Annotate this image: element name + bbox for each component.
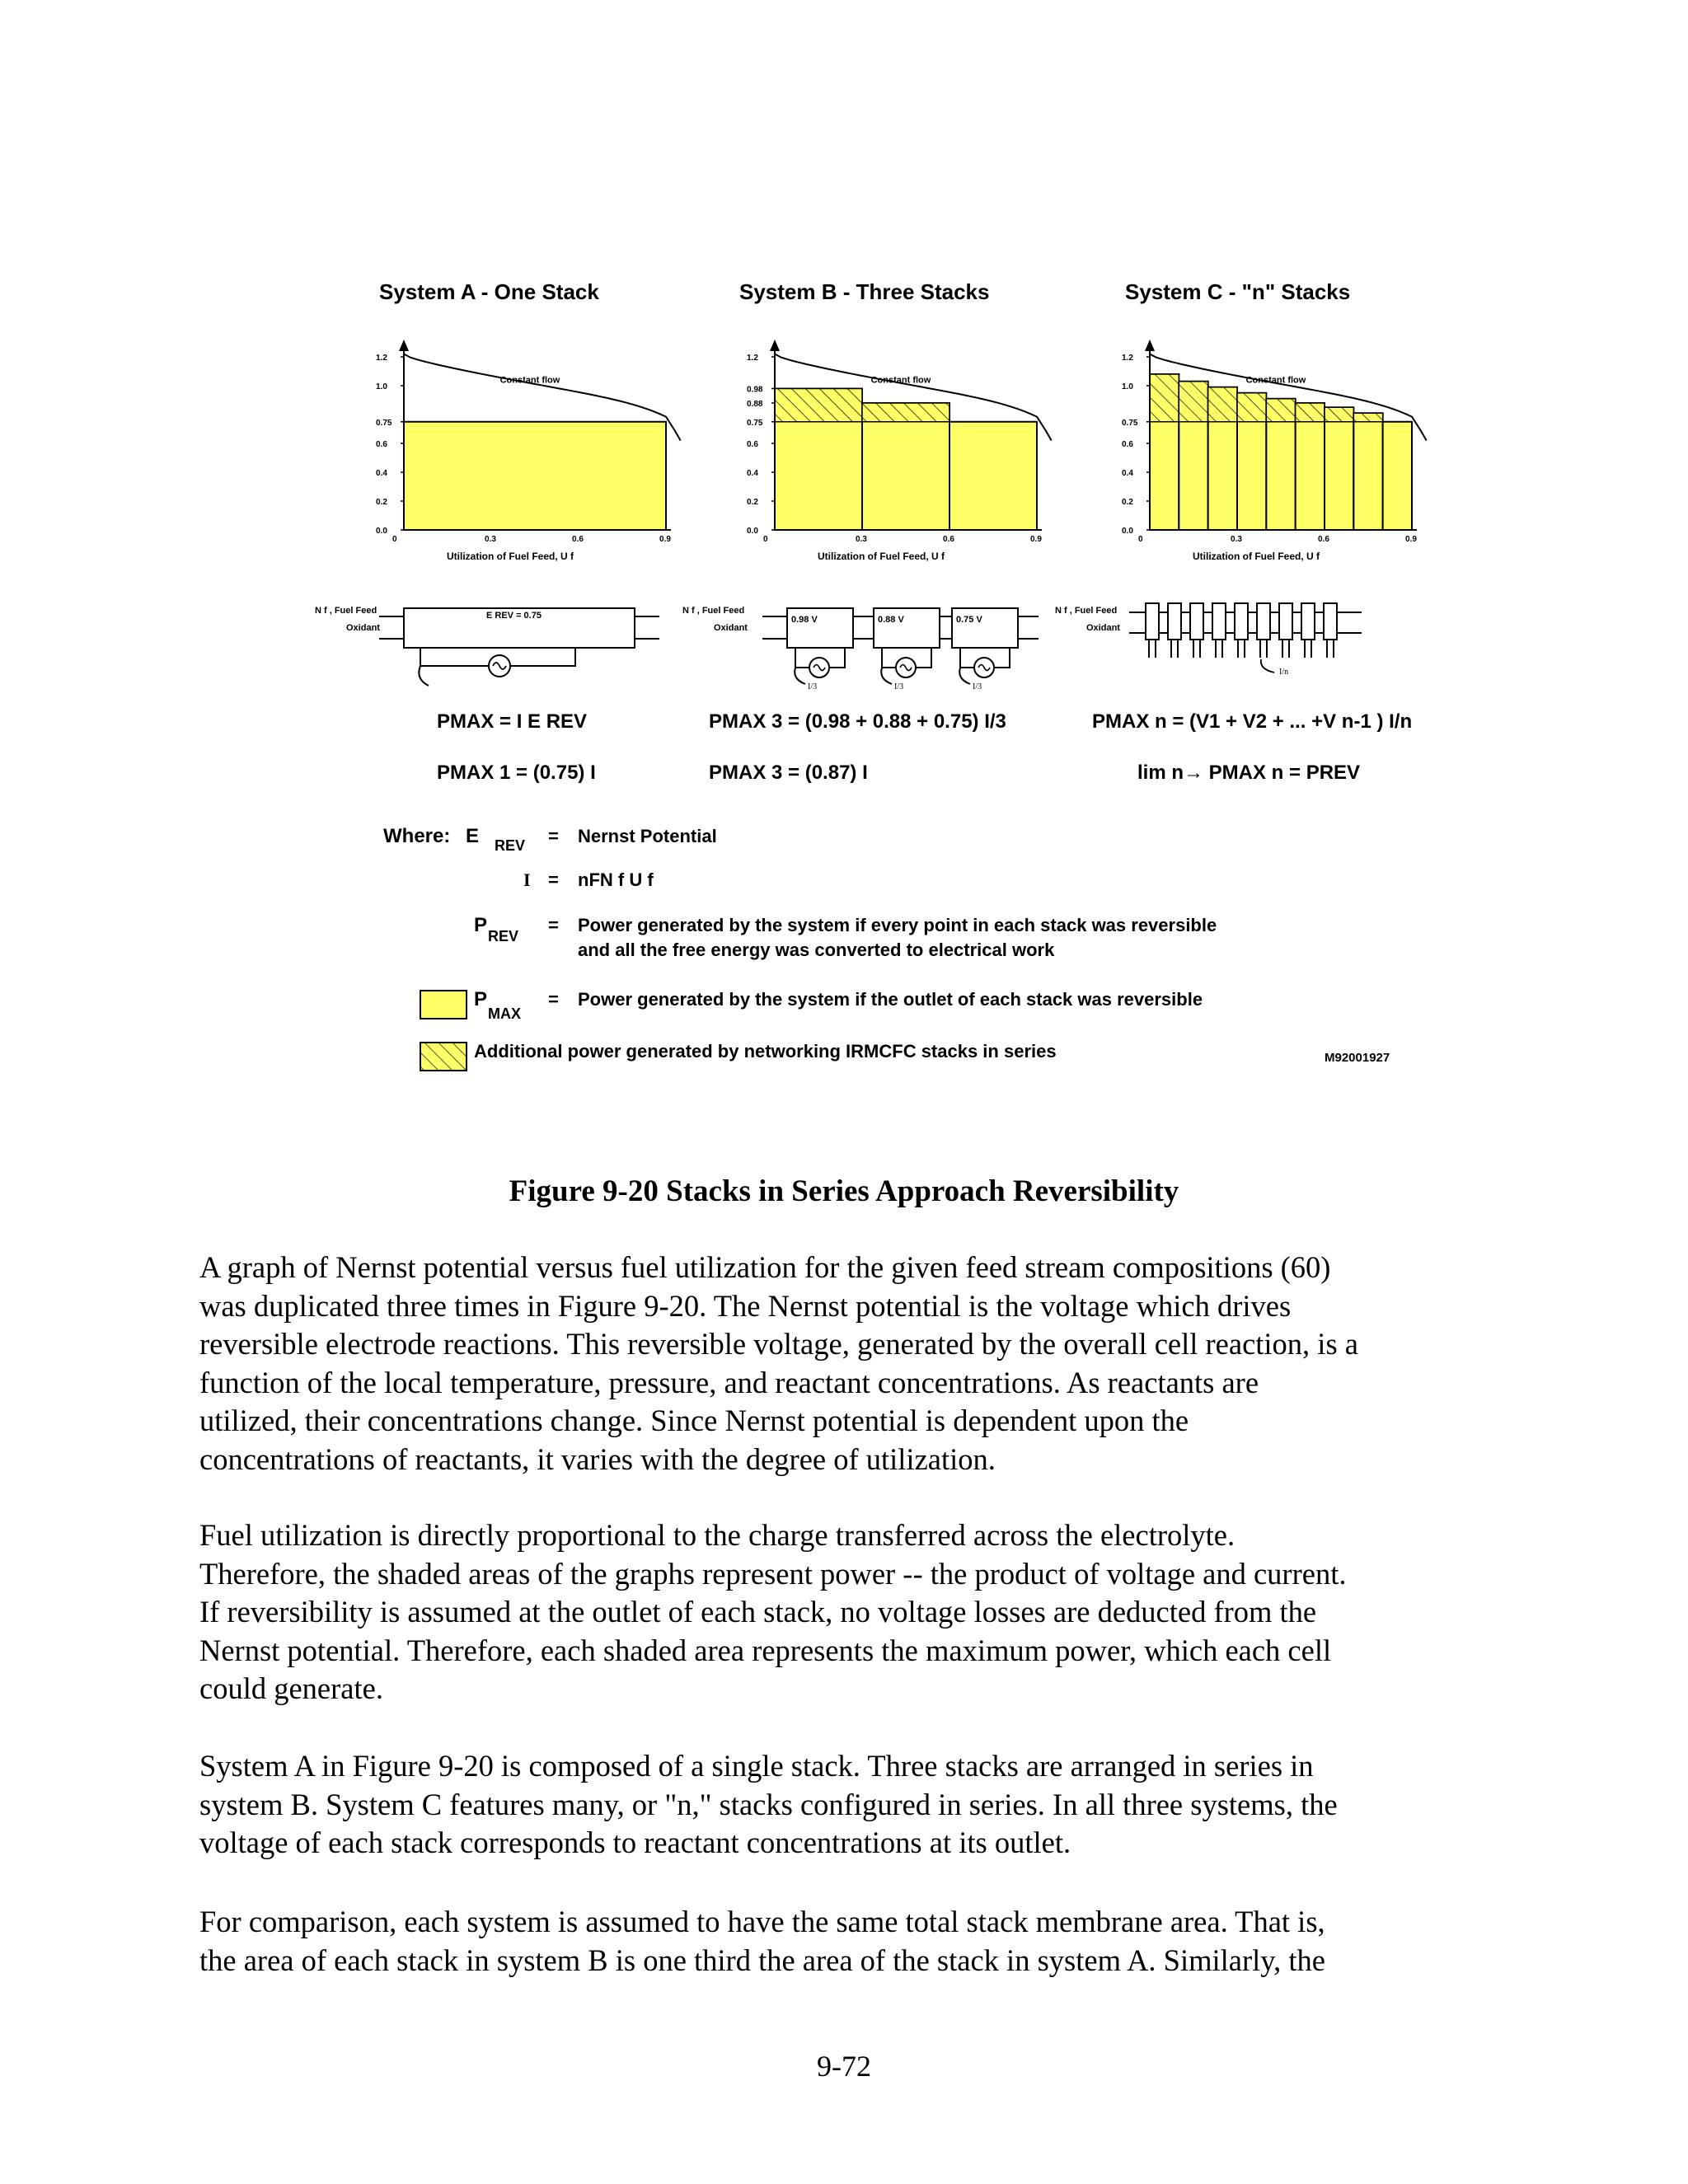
bar-9: [1383, 422, 1412, 530]
y-axis-arrow: [770, 340, 780, 351]
stack-c-5: [1235, 603, 1248, 640]
x-axis-label: Utilization of Fuel Feed, U f: [1193, 551, 1320, 562]
y-tick-label: 0.4: [1122, 469, 1133, 478]
paragraph-line: System A in Figure 9-20 is composed of a single stack. Three stacks are arranged in series in: [199, 1749, 1314, 1783]
y-tick-label: 1.2: [1122, 354, 1133, 363]
e-rev-symbol: E: [466, 825, 480, 847]
p-rev-symbol: P: [474, 914, 488, 936]
i-definition: nFN f U f: [578, 869, 654, 890]
paragraph-line: Nernst potential. Therefore, each shaded area represents the maximum power, which each cell: [199, 1633, 1332, 1667]
y-tick-label: 1.0: [376, 382, 387, 391]
y-tick-label: 0.0: [1122, 527, 1133, 536]
feed-label-c: N f , Fuel Feed: [1055, 606, 1118, 616]
paragraph-2: [199, 1516, 1502, 1708]
paragraph-line: could generate.: [199, 1671, 383, 1705]
paragraph-line: function of the local temperature, pressure, and reactant concentrations. As reactants are: [199, 1365, 1259, 1399]
stack-c-2: [1168, 603, 1181, 640]
definitions: [383, 825, 1390, 1071]
bar-7-hatch: [1325, 407, 1353, 422]
x-axis-label: Utilization of Fuel Feed, U f: [818, 551, 945, 562]
legend-swatch-hatched: [420, 1043, 467, 1071]
y-axis-arrow: [1145, 340, 1155, 351]
x-tick-label: 0: [392, 535, 397, 544]
curve-label: Constant flow: [870, 375, 931, 386]
p-max-symbol: P: [474, 988, 488, 1010]
y-tick-label: 0.2: [376, 498, 387, 507]
i-symbol: I: [523, 869, 531, 890]
x-tick-label: 0: [763, 535, 768, 544]
y-tick-label: 0.75: [747, 418, 763, 428]
stack-c-8: [1301, 603, 1315, 640]
bar-2-hatch: [862, 403, 950, 422]
bar-7: [1325, 407, 1353, 530]
y-tick-label: 0.6: [1122, 440, 1133, 449]
stack-c-7: [1279, 603, 1292, 640]
figure-caption: Figure 9-20 Stacks in Series Approach Reversibility: [509, 1174, 1179, 1208]
feed-label-b: N f , Fuel Feed: [682, 606, 745, 616]
p-rev-definition-2: and all the free energy was converted to electrical work: [578, 940, 1055, 960]
equation-a2: PMAX 1 = (0.75) I: [437, 762, 596, 784]
y-tick-label: 0.75: [376, 418, 392, 428]
y-tick-label: 0.2: [1122, 498, 1133, 507]
paragraph-line: Fuel utilization is directly proportional to the charge transferred across the electrolyte.: [199, 1518, 1236, 1552]
stack-c-4: [1212, 603, 1226, 640]
chart-b-title: System B - Three Stacks: [739, 279, 990, 304]
bar-3: [950, 422, 1037, 530]
bar-6-hatch: [1296, 403, 1325, 422]
p-rev-definition-1: Power generated by the system if every point in each stack was reversible: [578, 915, 1217, 935]
equation-b2: PMAX 3 = (0.87) I: [709, 762, 868, 784]
y-tick-label: 0.75: [1122, 418, 1138, 428]
equation-c1: PMAX n = (V1 + V2 + ... +V n-1 ) I/n: [1092, 710, 1413, 733]
equals-4: =: [548, 989, 559, 1010]
y-tick-label: 0.6: [747, 440, 758, 449]
p-max-definition: Power generated by the system if the outlet of each stack was reversible: [578, 989, 1203, 1010]
equations: [437, 710, 1412, 784]
paragraph-line: the area of each stack in system B is one third the area of the stack in system A. Similarly, the: [199, 1943, 1326, 1977]
paragraph-line: For comparison, each system is assumed to have the same total stack membrane area. That is,: [199, 1905, 1325, 1938]
stack-b1-voltage: 0.98 V: [791, 615, 818, 625]
paragraph-line: utilized, their concentrations change. Since Nernst potential is dependent upon the: [199, 1404, 1189, 1437]
bar-4-hatch: [1237, 393, 1266, 422]
y-tick-label: 0.4: [376, 469, 387, 478]
equation-a1: PMAX = I E REV: [437, 710, 588, 733]
y-tick-label: 1.0: [1122, 382, 1133, 391]
b-current-3: I/3: [973, 682, 982, 691]
paragraph-line: voltage of each stack corresponds to reactant concentrations at its outlet.: [199, 1825, 1071, 1859]
equals-3: =: [548, 915, 559, 935]
paragraph-1: [199, 1249, 1502, 1479]
equation-c2: lim n→ PMAX n = PREV: [1137, 762, 1361, 784]
x-tick-label: 0.9: [659, 535, 671, 544]
chart-system-b: [747, 340, 1052, 562]
equation-b1: PMAX 3 = (0.98 + 0.88 + 0.75) I/3: [709, 710, 1006, 733]
figure-canvas: [297, 272, 1451, 1129]
y-tick-label: 1.2: [747, 354, 758, 363]
x-tick-label: 0.3: [485, 535, 496, 544]
bar-8: [1353, 413, 1382, 530]
p-rev-subscript: REV: [488, 928, 519, 944]
equals-1: =: [548, 826, 559, 846]
paragraph-3: [199, 1747, 1502, 1863]
x-tick-label: 0.3: [1231, 535, 1242, 544]
oxidant-label-b: Oxidant: [714, 623, 748, 633]
chart-c-title: System C - "n" Stacks: [1125, 279, 1351, 304]
paragraph-line: Therefore, the shaded areas of the graphs represent power -- the product of voltage and current.: [199, 1556, 1347, 1591]
y-tick-label: 0.88: [747, 400, 763, 409]
oxidant-label-a: Oxidant: [346, 623, 380, 633]
bar-3-hatch: [1208, 387, 1237, 422]
x-tick-label: 0.6: [572, 535, 584, 544]
chart-a-title: System A - One Stack: [379, 279, 599, 304]
diagram-system-a: [315, 606, 659, 686]
stack-c-9: [1324, 603, 1337, 640]
bar-2-hatch: [1179, 382, 1207, 422]
paragraph-line: A graph of Nernst potential versus fuel utilization for the given feed stream compositions (60): [199, 1250, 1331, 1284]
bar-5-hatch: [1266, 399, 1295, 422]
paragraph-line: system B. System C features many, or "n," stacks configured in series. In all three systems, the: [199, 1787, 1338, 1821]
x-tick-label: 0.9: [1030, 535, 1042, 544]
y-tick-label: 0.0: [747, 527, 758, 536]
y-tick-label: 0.2: [747, 498, 758, 507]
legend-swatch-solid: [420, 991, 467, 1019]
paragraph-line: reversible electrode reactions. This reversible voltage, generated by the overall cell reaction, is a: [199, 1327, 1358, 1361]
oxidant-label-c: Oxidant: [1086, 623, 1120, 633]
e-rev-definition: Nernst Potential: [578, 826, 717, 846]
b-current-2: I/3: [894, 682, 904, 691]
stack-c-3: [1190, 603, 1203, 640]
stack-a-erev: E REV = 0.75: [486, 611, 542, 621]
y-tick-label: 0.4: [747, 469, 758, 478]
chart-system-a: [376, 340, 681, 562]
x-tick-label: 0.9: [1405, 535, 1417, 544]
paragraph-line: If reversibility is assumed at the outlet of each stack, no voltage losses are deducted from the: [199, 1595, 1317, 1629]
c-current: I/n: [1279, 668, 1289, 677]
y-tick-label: 0.0: [376, 527, 387, 536]
y-tick-label: 1.2: [376, 354, 387, 363]
y-axis-arrow: [399, 340, 409, 351]
paragraph-line: was duplicated three times in Figure 9-20. The Nernst potential is the voltage which drives: [199, 1288, 1292, 1323]
b-current-1: I/3: [808, 682, 818, 691]
page-number: 9-72: [817, 2050, 871, 2083]
bar-1-hatch: [1150, 374, 1179, 422]
x-tick-label: 0: [1138, 535, 1143, 544]
e-rev-subscript: REV: [495, 837, 526, 854]
x-tick-label: 0.6: [943, 535, 954, 544]
curve-label: Constant flow: [1245, 375, 1306, 386]
y-tick-label: 0.6: [376, 440, 387, 449]
figure-code: M92001927: [1325, 1051, 1390, 1065]
figure-9-20: [297, 272, 1451, 1129]
x-tick-label: 0.6: [1318, 535, 1329, 544]
feed-label-a: N f , Fuel Feed: [315, 606, 377, 616]
stack-b2-voltage: 0.88 V: [878, 615, 904, 625]
bar-1: [404, 422, 666, 530]
stack-c-6: [1257, 603, 1270, 640]
x-tick-label: 0.3: [856, 535, 867, 544]
stack-b3-voltage: 0.75 V: [956, 615, 982, 625]
hatch-definition: Additional power generated by networking IRMCFC stacks in series: [474, 1041, 1057, 1062]
diagram-system-c: [1055, 603, 1362, 677]
x-axis-label: Utilization of Fuel Feed, U f: [447, 551, 574, 562]
curve-label: Constant flow: [499, 375, 560, 386]
paragraph-line: concentrations of reactants, it varies with the degree of utilization.: [199, 1441, 996, 1476]
y-tick-label: 0.98: [747, 385, 763, 395]
equals-2: =: [548, 869, 559, 890]
diagram-system-b: [682, 606, 1039, 691]
bar-8-hatch: [1353, 413, 1382, 422]
chart-system-c: [1122, 340, 1427, 562]
paragraph-4: [199, 1903, 1502, 1980]
stack-c-1: [1146, 603, 1159, 640]
where-label: Where:: [383, 825, 451, 847]
bar-1-hatch: [775, 389, 862, 422]
p-max-subscript: MAX: [488, 1005, 521, 1022]
